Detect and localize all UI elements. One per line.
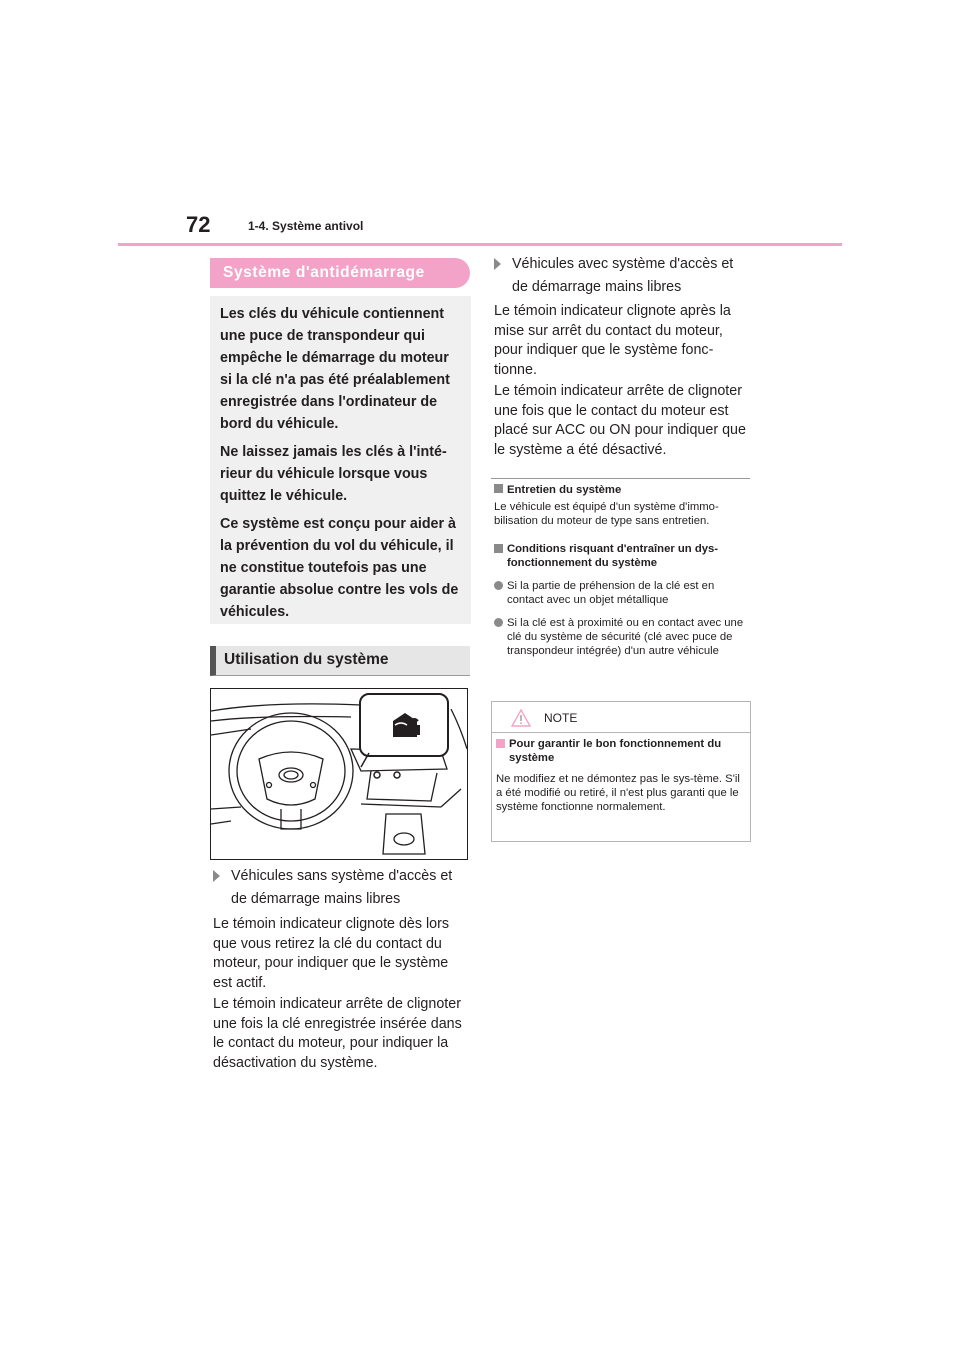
warning-paragraph-2: Ne laissez jamais les clés à l'inté-rieur du véhicule lorsque vous quittez le véhicule. (220, 444, 447, 504)
bullet-smart-key (494, 254, 754, 298)
bullet-line-1: Véhicules sans système d'accès et (231, 868, 453, 884)
section-title: 1-4. Système antivol (248, 219, 364, 233)
bullet-line-2: de démarrage mains libres (231, 891, 401, 907)
list-item-text: Si la clé est à proximité ou en contact avec une clé du système de sécurité (clé avec puce de transpondeur intégrée) d'un autre véhicule (507, 617, 744, 657)
warning-paragraph-1: Les clés du véhicule contiennent une puce de transpondeur qui empêche le démarrage du moteur si la clé n'a pas été préalablement enregistrée dans l'ordinateur de bord du véhicule. (220, 306, 450, 432)
note-heading (496, 737, 749, 765)
bullet-no-smart-key (213, 866, 473, 910)
info-divider (491, 478, 750, 479)
info-maintenance (494, 483, 752, 528)
info-title: Conditions risquant d'entraîner un dys-fonctionnement du système (507, 543, 719, 569)
list-item (494, 616, 752, 658)
note-text: Ne modifiez et ne démontez pas le sys-tème. S'il a été modifié ou retiré, il n'est plus garanti que le système fonctionne normalement. (496, 773, 740, 813)
warning-triangle-icon (510, 708, 532, 728)
paragraph-indicator-active: Le témoin indicateur clignote dès lors que vous retirez la clé du contact du moteur, pour indiquer que le système est actif. (213, 916, 450, 991)
page-number: 72 (186, 212, 211, 237)
immobilizer-heading: Système d'antidémarrage (210, 258, 470, 288)
paragraph-system-working: Le témoin indicateur clignote après la mise sur arrêt du contact du moteur, pour indiquer que le système fonc-tionne. (494, 303, 731, 378)
bullet-line-1: Véhicules avec système d'accès et (512, 256, 734, 272)
note-title: Pour garantir le bon fonctionnement du système (509, 738, 722, 764)
warning-box (210, 296, 471, 624)
note-label: NOTE (544, 711, 578, 725)
list-item-text: Si la partie de préhension de la clé est en contact avec un objet métallique (507, 580, 715, 606)
bullet-line-2: de démarrage mains libres (512, 279, 682, 295)
note-box (491, 701, 751, 842)
info-text: Le véhicule est équipé d'un système d'immo-bilisation du moteur de type sans entretien. (494, 501, 719, 527)
list-item (494, 579, 752, 607)
note-divider (492, 732, 750, 733)
paragraph-indicator-deactivated: Le témoin indicateur arrête de clignoter une fois la clé enregistrée insérée dans le contact du moteur, pour indiquer la désactivation du système. (213, 996, 462, 1071)
paragraph-system-off: Le témoin indicateur arrête de clignoter une fois que le contact du moteur est placé sur ACC ou ON pour indiquer que le système a été désactivé. (494, 383, 746, 458)
dashboard-illustration (210, 688, 468, 860)
header-divider (118, 243, 842, 246)
info-title: Entretien du système (507, 484, 622, 496)
usage-subheading: Utilisation du système (210, 646, 470, 676)
warning-paragraph-3: Ce système est conçu pour aider à la prévention du vol du véhicule, il ne constitue toutefois pas une garantie absolue contre les vols de véhicules. (220, 516, 459, 620)
info-malfunction (494, 542, 752, 658)
